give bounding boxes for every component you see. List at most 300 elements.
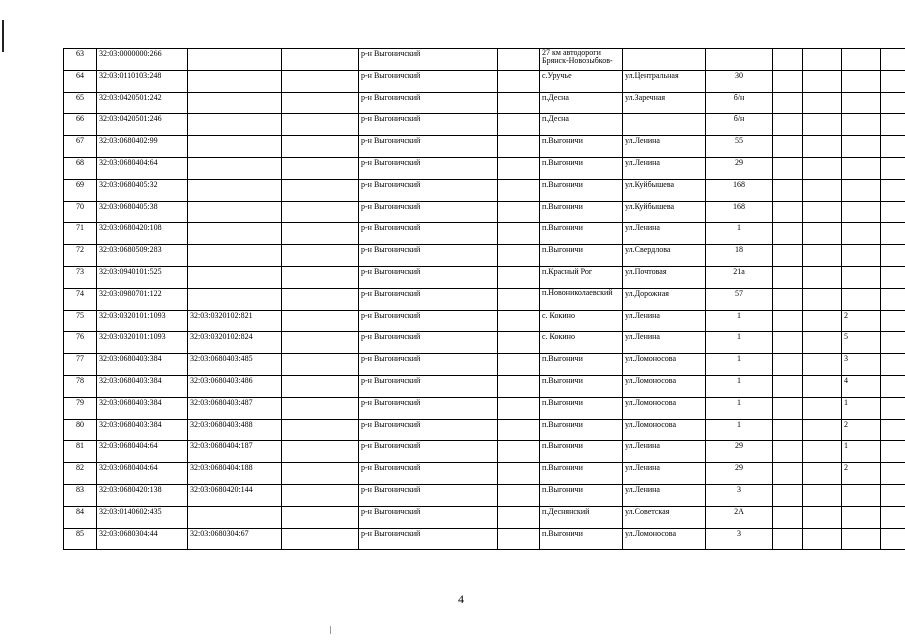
house-number-cell: 1 <box>706 310 773 332</box>
apartment-number-cell: 1 <box>842 441 881 463</box>
empty-cell <box>498 528 540 550</box>
district-cell: р-н Выгоничский <box>359 441 498 463</box>
cadastral-number-cell: 32:03:0680403:384 <box>97 375 188 397</box>
street-cell: ул.Дорожная <box>623 288 706 310</box>
empty-cell <box>881 114 905 136</box>
house-number-cell: б/н <box>706 114 773 136</box>
house-number-cell: 29 <box>706 157 773 179</box>
street-cell: ул.Ломоносова <box>623 354 706 376</box>
empty-cell <box>282 114 359 136</box>
locality-cell: п.Выгоничи <box>540 419 623 441</box>
empty-cell <box>282 288 359 310</box>
apartment-number-cell <box>842 288 881 310</box>
street-cell: ул.Куйбышева <box>623 201 706 223</box>
row-number-cell: 78 <box>64 375 97 397</box>
empty-cell <box>498 157 540 179</box>
empty-cell <box>773 245 803 267</box>
row-number-cell: 70 <box>64 201 97 223</box>
empty-cell <box>881 528 905 550</box>
empty-cell <box>282 354 359 376</box>
district-cell: р-н Выгоничский <box>359 157 498 179</box>
empty-cell <box>803 310 842 332</box>
empty-cell <box>881 136 905 158</box>
premise-cadastral-number-cell <box>188 70 282 92</box>
premise-cadastral-number-cell <box>188 288 282 310</box>
apartment-number-cell: 3 <box>842 354 881 376</box>
empty-cell <box>881 179 905 201</box>
empty-cell <box>803 332 842 354</box>
empty-cell <box>282 375 359 397</box>
row-number-cell: 80 <box>64 419 97 441</box>
empty-cell <box>498 136 540 158</box>
apartment-number-cell <box>842 92 881 114</box>
apartment-number-cell <box>842 114 881 136</box>
cadastral-number-cell: 32:03:0420501:246 <box>97 114 188 136</box>
house-number-cell: 21а <box>706 266 773 288</box>
row-number-cell: 84 <box>64 506 97 528</box>
empty-cell <box>498 310 540 332</box>
street-cell: ул.Ленина <box>623 332 706 354</box>
street-cell: ул.Ломоносова <box>623 397 706 419</box>
street-cell: ул.Почтовая <box>623 266 706 288</box>
row-number-cell: 75 <box>64 310 97 332</box>
apartment-number-cell: 4 <box>842 375 881 397</box>
empty-cell <box>803 266 842 288</box>
empty-cell <box>498 354 540 376</box>
empty-cell <box>881 70 905 92</box>
row-number-cell: 73 <box>64 266 97 288</box>
apartment-number-cell: 2 <box>842 310 881 332</box>
empty-cell <box>881 375 905 397</box>
empty-cell <box>498 288 540 310</box>
cadastral-number-cell: 32:03:0000000:266 <box>97 49 188 71</box>
empty-cell <box>803 397 842 419</box>
premise-cadastral-number-cell <box>188 136 282 158</box>
premise-cadastral-number-cell <box>188 114 282 136</box>
empty-cell <box>803 354 842 376</box>
district-cell: р-н Выгоничский <box>359 288 498 310</box>
district-cell: р-н Выгоничский <box>359 484 498 506</box>
apartment-number-cell <box>842 136 881 158</box>
district-cell: р-н Выгоничский <box>359 397 498 419</box>
premise-cadastral-number-cell: 32:03:0680420:144 <box>188 484 282 506</box>
premise-cadastral-number-cell: 32:03:0680403:486 <box>188 375 282 397</box>
apartment-number-cell <box>842 70 881 92</box>
street-cell: ул.Ломоносова <box>623 375 706 397</box>
street-cell: ул.Заречная <box>623 92 706 114</box>
empty-cell <box>803 375 842 397</box>
locality-cell: п.Выгоничи <box>540 157 623 179</box>
house-number-cell: 1 <box>706 332 773 354</box>
premise-cadastral-number-cell: 32:03:0680403:485 <box>188 354 282 376</box>
row-number-cell: 83 <box>64 484 97 506</box>
table-row <box>64 354 905 376</box>
empty-cell <box>498 463 540 485</box>
premise-cadastral-number-cell: 32:03:0320102:824 <box>188 332 282 354</box>
table-row <box>64 506 905 528</box>
row-number-cell: 66 <box>64 114 97 136</box>
cadastral-number-cell: 32:03:0420501:242 <box>97 92 188 114</box>
row-number-cell: 67 <box>64 136 97 158</box>
district-cell: р-н Выгоничский <box>359 114 498 136</box>
empty-cell <box>773 419 803 441</box>
empty-cell <box>803 70 842 92</box>
house-number-cell: 1 <box>706 223 773 245</box>
district-cell: р-н Выгоничский <box>359 463 498 485</box>
empty-cell <box>498 49 540 71</box>
street-cell: ул.Ленина <box>623 463 706 485</box>
house-number-cell: 168 <box>706 179 773 201</box>
cadastral-number-cell: 32:03:0680403:384 <box>97 419 188 441</box>
house-number-cell: 29 <box>706 463 773 485</box>
scan-mark <box>330 626 331 634</box>
empty-cell <box>773 266 803 288</box>
row-number-cell: 77 <box>64 354 97 376</box>
table-row <box>64 310 905 332</box>
apartment-number-cell <box>842 223 881 245</box>
empty-cell <box>803 506 842 528</box>
premise-cadastral-number-cell <box>188 157 282 179</box>
cadastral-number-cell: 32:03:0680403:384 <box>97 397 188 419</box>
premise-cadastral-number-cell <box>188 49 282 71</box>
house-number-cell: 2А <box>706 506 773 528</box>
premise-cadastral-number-cell: 32:03:0680404:187 <box>188 441 282 463</box>
empty-cell <box>881 157 905 179</box>
row-number-cell: 69 <box>64 179 97 201</box>
table-row <box>64 201 905 223</box>
street-cell: ул.Советская <box>623 506 706 528</box>
registry-table <box>63 48 905 550</box>
premise-cadastral-number-cell: 32:03:0680403:487 <box>188 397 282 419</box>
empty-cell <box>773 506 803 528</box>
empty-cell <box>881 332 905 354</box>
empty-cell <box>498 266 540 288</box>
empty-cell <box>498 223 540 245</box>
premise-cadastral-number-cell <box>188 92 282 114</box>
row-number-cell: 74 <box>64 288 97 310</box>
empty-cell <box>282 92 359 114</box>
apartment-number-cell <box>842 49 881 71</box>
row-number-cell: 82 <box>64 463 97 485</box>
empty-cell <box>881 266 905 288</box>
empty-cell <box>773 179 803 201</box>
empty-cell <box>773 463 803 485</box>
row-number-cell: 81 <box>64 441 97 463</box>
street-cell: ул.Центральная <box>623 70 706 92</box>
locality-cell: с. Кокино <box>540 310 623 332</box>
table-row <box>64 332 905 354</box>
street-cell: ул.Свердлова <box>623 245 706 267</box>
empty-cell <box>282 419 359 441</box>
apartment-number-cell <box>842 245 881 267</box>
empty-cell <box>803 223 842 245</box>
empty-cell <box>881 484 905 506</box>
empty-cell <box>282 332 359 354</box>
apartment-number-cell: 2 <box>842 419 881 441</box>
cadastral-number-cell: 32:03:0680420:138 <box>97 484 188 506</box>
table-body <box>64 49 905 550</box>
district-cell: р-н Выгоничский <box>359 223 498 245</box>
empty-cell <box>773 484 803 506</box>
empty-cell <box>803 92 842 114</box>
locality-cell: п.Новониколаевский <box>540 288 623 310</box>
house-number-cell: 29 <box>706 441 773 463</box>
premise-cadastral-number-cell <box>188 245 282 267</box>
empty-cell <box>803 179 842 201</box>
empty-cell <box>881 397 905 419</box>
empty-cell <box>881 441 905 463</box>
house-number-cell: 1 <box>706 354 773 376</box>
street-cell <box>623 114 706 136</box>
empty-cell <box>881 245 905 267</box>
district-cell: р-н Выгоничский <box>359 354 498 376</box>
district-cell: р-н Выгоничский <box>359 528 498 550</box>
empty-cell <box>773 310 803 332</box>
empty-cell <box>881 223 905 245</box>
locality-cell: с. Кокино <box>540 332 623 354</box>
empty-cell <box>881 419 905 441</box>
premise-cadastral-number-cell: 32:03:0680404:188 <box>188 463 282 485</box>
apartment-number-cell <box>842 201 881 223</box>
locality-cell: п.Выгоничи <box>540 136 623 158</box>
cadastral-number-cell: 32:03:0680304:44 <box>97 528 188 550</box>
empty-cell <box>498 332 540 354</box>
street-cell: ул.Ленина <box>623 441 706 463</box>
empty-cell <box>282 484 359 506</box>
locality-cell: п.Выгоничи <box>540 484 623 506</box>
empty-cell <box>803 288 842 310</box>
table-row <box>64 419 905 441</box>
empty-cell <box>773 332 803 354</box>
empty-cell <box>803 484 842 506</box>
empty-cell <box>881 506 905 528</box>
empty-cell <box>282 397 359 419</box>
district-cell: р-н Выгоничский <box>359 332 498 354</box>
apartment-number-cell: 2 <box>842 463 881 485</box>
table-row <box>64 484 905 506</box>
premise-cadastral-number-cell <box>188 179 282 201</box>
cadastral-number-cell: 32:03:0320101:1093 <box>97 310 188 332</box>
empty-cell <box>803 49 842 71</box>
district-cell: р-н Выгоничский <box>359 266 498 288</box>
locality-cell: п.Красный Рог <box>540 266 623 288</box>
house-number-cell: 3 <box>706 528 773 550</box>
locality-cell: п.Выгоничи <box>540 397 623 419</box>
row-number-cell: 79 <box>64 397 97 419</box>
margin-mark <box>2 20 4 52</box>
empty-cell <box>773 441 803 463</box>
row-number-cell: 63 <box>64 49 97 71</box>
cadastral-number-cell: 32:03:0680420:108 <box>97 223 188 245</box>
table-row <box>64 288 905 310</box>
street-cell: ул.Ломоносова <box>623 528 706 550</box>
premise-cadastral-number-cell <box>188 266 282 288</box>
cadastral-number-cell: 32:03:0680404:64 <box>97 463 188 485</box>
row-number-cell: 68 <box>64 157 97 179</box>
district-cell: р-н Выгоничский <box>359 375 498 397</box>
empty-cell <box>282 223 359 245</box>
locality-cell: п.Выгоничи <box>540 441 623 463</box>
district-cell: р-н Выгоничский <box>359 92 498 114</box>
street-cell: ул.Ленина <box>623 223 706 245</box>
empty-cell <box>282 506 359 528</box>
table-row <box>64 49 905 71</box>
locality-cell: п.Десна <box>540 114 623 136</box>
locality-cell: п.Выгоничи <box>540 375 623 397</box>
empty-cell <box>803 136 842 158</box>
house-number-cell: 1 <box>706 375 773 397</box>
empty-cell <box>498 397 540 419</box>
empty-cell <box>881 201 905 223</box>
district-cell: р-н Выгоничский <box>359 310 498 332</box>
empty-cell <box>282 49 359 71</box>
house-number-cell: 168 <box>706 201 773 223</box>
empty-cell <box>282 463 359 485</box>
house-number-cell: б/н <box>706 92 773 114</box>
table-row <box>64 528 905 550</box>
locality-cell: п.Выгоничи <box>540 354 623 376</box>
locality-cell: п.Выгоничи <box>540 463 623 485</box>
house-number-cell: 1 <box>706 419 773 441</box>
locality-cell: п.Выгоничи <box>540 201 623 223</box>
district-cell: р-н Выгоничский <box>359 201 498 223</box>
house-number-cell: 30 <box>706 70 773 92</box>
row-number-cell: 76 <box>64 332 97 354</box>
street-cell: ул.Ленина <box>623 136 706 158</box>
empty-cell <box>498 92 540 114</box>
cadastral-number-cell: 32:03:0980701:122 <box>97 288 188 310</box>
house-number-cell <box>706 49 773 71</box>
empty-cell <box>773 223 803 245</box>
empty-cell <box>498 419 540 441</box>
district-cell: р-н Выгоничский <box>359 49 498 71</box>
empty-cell <box>282 157 359 179</box>
empty-cell <box>803 114 842 136</box>
table-row <box>64 266 905 288</box>
empty-cell <box>881 288 905 310</box>
locality-cell: п.Выгоничи <box>540 245 623 267</box>
apartment-number-cell <box>842 266 881 288</box>
cadastral-number-cell: 32:03:0680509:283 <box>97 245 188 267</box>
empty-cell <box>773 397 803 419</box>
district-cell: р-н Выгоничский <box>359 179 498 201</box>
empty-cell <box>803 157 842 179</box>
house-number-cell: 57 <box>706 288 773 310</box>
premise-cadastral-number-cell: 32:03:0680304:67 <box>188 528 282 550</box>
house-number-cell: 1 <box>706 397 773 419</box>
locality-cell: п.Выгоничи <box>540 223 623 245</box>
table-row <box>64 70 905 92</box>
empty-cell <box>282 528 359 550</box>
empty-cell <box>498 179 540 201</box>
empty-cell <box>498 506 540 528</box>
cadastral-number-cell: 32:03:0320101:1093 <box>97 332 188 354</box>
table-row <box>64 157 905 179</box>
locality-cell: 27 км автодороги Брянск-Новозыбков- <box>540 49 623 71</box>
empty-cell <box>803 201 842 223</box>
cadastral-number-cell: 32:03:0680405:38 <box>97 201 188 223</box>
street-cell <box>623 49 706 71</box>
table-row <box>64 92 905 114</box>
empty-cell <box>498 484 540 506</box>
table-row <box>64 441 905 463</box>
cadastral-number-cell: 32:03:0680403:384 <box>97 354 188 376</box>
row-number-cell: 72 <box>64 245 97 267</box>
empty-cell <box>498 441 540 463</box>
empty-cell <box>282 179 359 201</box>
empty-cell <box>498 70 540 92</box>
cadastral-number-cell: 32:03:0680402:99 <box>97 136 188 158</box>
cadastral-number-cell: 32:03:0680405:32 <box>97 179 188 201</box>
empty-cell <box>881 49 905 71</box>
cadastral-number-cell: 32:03:0110103:248 <box>97 70 188 92</box>
apartment-number-cell <box>842 179 881 201</box>
empty-cell <box>282 136 359 158</box>
house-number-cell: 55 <box>706 136 773 158</box>
premise-cadastral-number-cell <box>188 223 282 245</box>
row-number-cell: 85 <box>64 528 97 550</box>
empty-cell <box>773 136 803 158</box>
premise-cadastral-number-cell <box>188 506 282 528</box>
empty-cell <box>498 201 540 223</box>
empty-cell <box>498 245 540 267</box>
apartment-number-cell <box>842 506 881 528</box>
street-cell: ул.Ленина <box>623 157 706 179</box>
table-row <box>64 463 905 485</box>
row-number-cell: 71 <box>64 223 97 245</box>
premise-cadastral-number-cell: 32:03:0320102:821 <box>188 310 282 332</box>
row-number-cell: 64 <box>64 70 97 92</box>
apartment-number-cell <box>842 157 881 179</box>
empty-cell <box>881 354 905 376</box>
empty-cell <box>803 245 842 267</box>
empty-cell <box>282 201 359 223</box>
empty-cell <box>773 70 803 92</box>
table-row <box>64 397 905 419</box>
row-number-cell: 65 <box>64 92 97 114</box>
empty-cell <box>803 463 842 485</box>
table-row <box>64 179 905 201</box>
empty-cell <box>773 288 803 310</box>
cadastral-number-cell: 32:03:0140602:435 <box>97 506 188 528</box>
apartment-number-cell: 1 <box>842 397 881 419</box>
district-cell: р-н Выгоничский <box>359 245 498 267</box>
locality-cell: п.Деснянский <box>540 506 623 528</box>
table-row <box>64 223 905 245</box>
empty-cell <box>282 70 359 92</box>
house-number-cell: 3 <box>706 484 773 506</box>
empty-cell <box>773 114 803 136</box>
cadastral-number-cell: 32:03:0940101:525 <box>97 266 188 288</box>
empty-cell <box>773 92 803 114</box>
empty-cell <box>773 528 803 550</box>
locality-cell: п.Выгоничи <box>540 528 623 550</box>
district-cell: р-н Выгоничский <box>359 70 498 92</box>
empty-cell <box>773 49 803 71</box>
empty-cell <box>498 375 540 397</box>
district-cell: р-н Выгоничский <box>359 506 498 528</box>
empty-cell <box>773 201 803 223</box>
table-row <box>64 245 905 267</box>
empty-cell <box>282 245 359 267</box>
premise-cadastral-number-cell: 32:03:0680403:488 <box>188 419 282 441</box>
empty-cell <box>881 92 905 114</box>
empty-cell <box>282 266 359 288</box>
empty-cell <box>773 157 803 179</box>
locality-cell: с.Уручье <box>540 70 623 92</box>
street-cell: ул.Ленина <box>623 484 706 506</box>
empty-cell <box>803 528 842 550</box>
